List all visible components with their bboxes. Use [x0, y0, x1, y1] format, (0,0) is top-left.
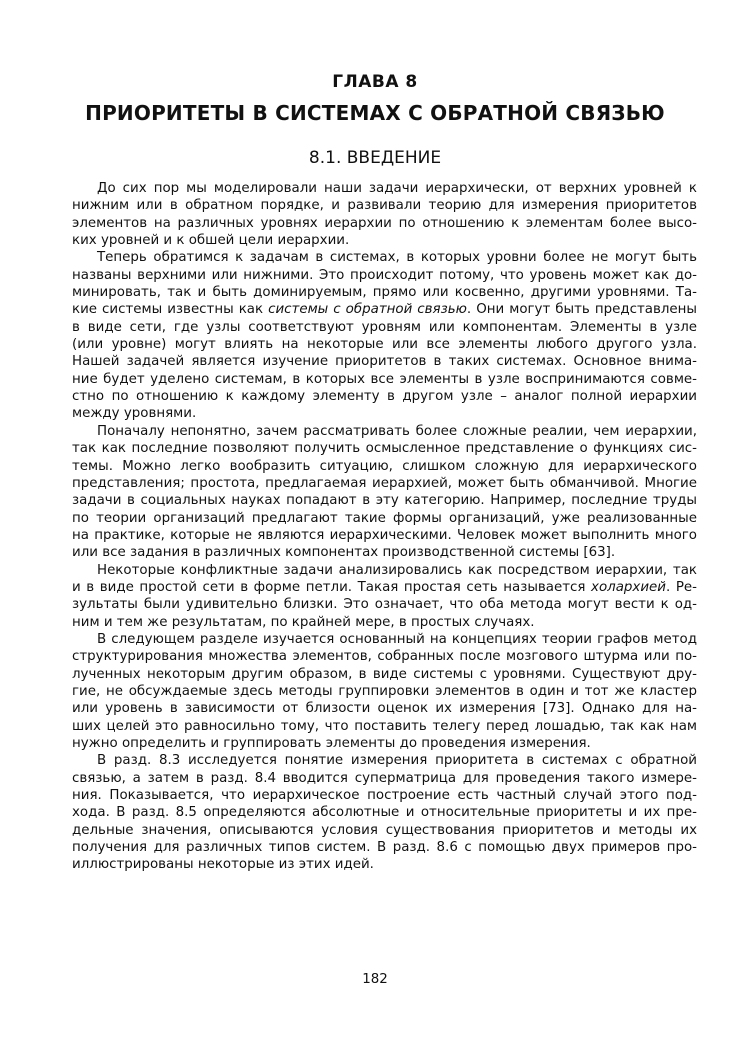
text-line: Поначалу непонятно, зачем рассматривать более сложные реалии, чем иерархии,: [97, 423, 697, 439]
body-text: [72, 180, 697, 874]
text-line: минировать, так и быть доминируемым, прямо или косвенно, другими уровнями. Та-: [72, 285, 697, 301]
page-number: 182: [362, 972, 388, 987]
text-segment: . Ре-: [666, 579, 697, 595]
section-title: 8.1. ВВЕДЕНИЕ: [308, 148, 442, 168]
text-line: или все задания в различных компонентах производственной системы [63].: [72, 545, 616, 561]
text-line: между уровнями.: [72, 406, 197, 422]
text-line: иллюстрированы некоторые из этих идей.: [72, 857, 374, 873]
text-line: представления; простота, предлагаемая иерархией, может быть обманчивой. Многие: [72, 475, 697, 491]
text-line: нужно определить и группировать элементы до проведения измерения.: [72, 736, 591, 751]
text-line: названы верхними или нижними. Это происходит потому, что уровень может как до-: [72, 267, 697, 283]
text-line: зультаты были удивительно близки. Это означает, что оба метода могут вести к од-: [72, 597, 697, 613]
text-line: гие, не обсуждаемые здесь методы группировки элементов в один и тот же кластер: [72, 683, 697, 699]
text-line: В следующем разделе изучается основанный на концепциях теории графов метод: [97, 631, 697, 647]
text-line: получения для различных типов систем. В разд. 8.6 с помощью двух примеров про-: [72, 840, 697, 856]
text-line: или уровень в зависимости от близости оценок их измерения [73]. Однако для на-: [72, 701, 697, 717]
text-line: Теперь обратимся к задачам в системах, в которых уровни более не могут быть: [97, 250, 697, 266]
text-line: [72, 579, 697, 596]
emphasized-term: системы с обратной связью: [268, 302, 467, 318]
text-line: по теории организаций предлагают такие формы организаций, уже реализованные: [72, 510, 697, 526]
text-line: До сих пор мы моделировали наши задачи иерархически, от верхних уровней к: [97, 181, 697, 196]
text-line: ших целей это равносильно тому, что поставить телегу перед лошадью, так как нам: [72, 718, 697, 734]
text-line: (или уровне) могут влиять на некоторые или все элементы любого другого узла.: [72, 337, 697, 353]
text-line: стно по отношению к каждому элементу в другом узле – аналог полной иерархии: [72, 389, 697, 405]
emphasized-term: холархией: [591, 579, 666, 595]
text-line: Нашей задачей является изучение приоритетов в таких системах. Основное внима-: [72, 354, 697, 370]
text-segment: и в виде простой сети в форме петли. Такая простая сеть называется: [72, 579, 592, 595]
text-line: хода. В разд. 8.5 определяются абсолютные и относительные приоритеты и их пре-: [72, 805, 697, 821]
text-line: В разд. 8.3 исследуется понятие измерения приоритета в системах с обратной: [97, 753, 697, 769]
text-line: [72, 301, 697, 318]
chapter-title: ПРИОРИТЕТЫ В СИСТЕМАХ С ОБРАТНОЙ СВЯЗЬЮ: [85, 101, 665, 125]
text-line: дельные значения, описываются условия существования приоритетов и методы их: [72, 822, 697, 838]
chapter-label: ГЛАВА 8: [332, 72, 418, 92]
text-line: в виде сети, где узлы соответствуют уровням или компонентам. Элементы в узле: [72, 319, 697, 335]
text-segment: кие системы известны как: [72, 302, 269, 318]
text-segment: . Они могут быть представлены: [466, 302, 697, 318]
text-line: элементов на различных уровнях иерархии по отношению к элементам более высо-: [72, 215, 697, 231]
text-line: ния. Показывается, что иерархическое построение есть частный случай этого под-: [72, 788, 697, 804]
text-line: лученных некоторым другим образом, в виде системы с уровнями. Существуют дру-: [72, 666, 697, 682]
text-line: нижним или в обратном порядке, и развивали теорию для измерения приоритетов: [72, 198, 697, 214]
text-line: на практике, которые не являются иерархическими. Человек может выполнить много: [72, 527, 697, 543]
text-line: ние будет уделено системам, в которых все элементы в узле воспринимаются совме-: [72, 371, 697, 387]
text-line: ких уровней и к обшей цели иерархии.: [72, 233, 350, 249]
text-line: Некоторые конфликтные задачи анализировались как посредством иерархии, так: [97, 562, 697, 578]
text-line: связью, а затем в разд. 8.4 вводится суперматрица для проведения такого измере-: [72, 770, 697, 786]
text-line: структурирования множества элементов, собранных после мозгового штурма или по-: [72, 649, 697, 665]
text-line: задачи в социальных науках попадают в эту категорию. Например, последние труды: [72, 493, 697, 509]
text-line: темы. Можно легко вообразить ситуацию, слишком сложную для иерархического: [72, 458, 697, 474]
text-line: так как последние позволяют получить осмысленное представление о функциях сис-: [72, 441, 697, 457]
text-line: ним и тем же результатам, по крайней мере, в простых случаях.: [72, 614, 535, 630]
